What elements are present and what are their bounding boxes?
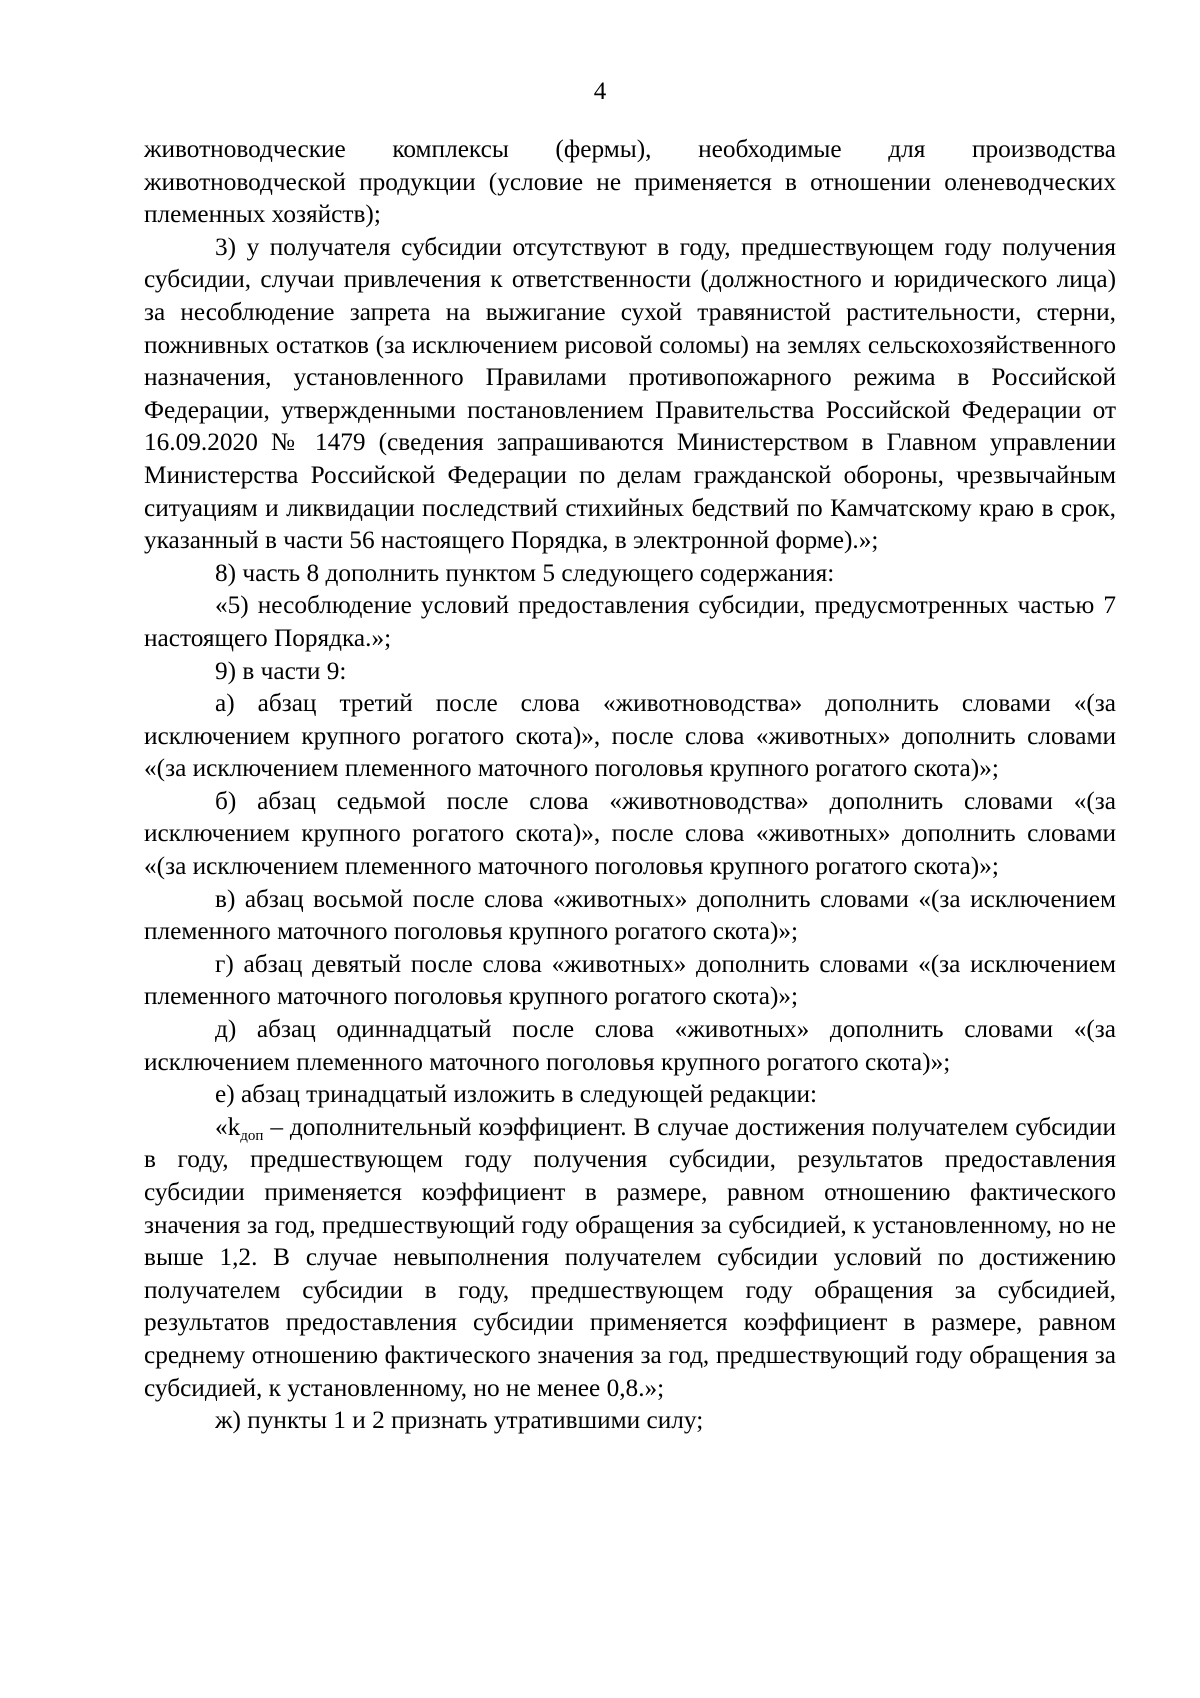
coefficient-definition: – дополнительный коэффициент. В случае достижения получателем субсидии в году, предшествующем году получения субсидии, результатов предоставления субсидии применяется коэффициент в размере, равном отношению фактического значения за год, предшествующий году обращения за субсидией, к установленному, но не выше 1,2. В случае невыполнения получателем субсидии условий по достижению получателем субсидии в году, предшествующем году обращения за субсидией, результатов предоставления субсидии применяется коэффициент в размере, равном среднему отношению фактического значения за год, предшествующий году обращения за субсидией, к установленному, но не менее 0,8.»; (144, 1112, 1116, 1402)
paragraph-item-8: 8) часть 8 дополнить пунктом 5 следующего содержания: (215, 558, 835, 587)
paragraph-item-9-g: г) абзац девятый после слова «животных» дополнить словами «(за исключением племенного маточного поголовья крупного рогатого скота)»; (144, 949, 1116, 1011)
paragraph-item-9-a: а) абзац третий после слова «животноводства» дополнить словами «(за исключением крупного рогатого скота)», после слова «животных» дополнить словами «(за исключением племенного маточного поголовья крупного рогатого скота)»; (144, 689, 1116, 783)
paragraph-continuation: животноводческие комплексы (фермы), необходимые для производства животноводческой продукции (условие не применяется в отношении оленеводческих племенных хозяйств); (144, 135, 1116, 229)
coefficient-subscript: доп (240, 1127, 264, 1144)
paragraph-item-8-5: «5) несоблюдение условий предоставления субсидии, предусмотренных частью 7 настоящего Порядка.»; (144, 591, 1116, 652)
paragraph-item-9-e: е) абзац тринадцатый изложить в следующей редакции: (215, 1080, 818, 1109)
paragraph-item-9-d: д) абзац одиннадцатый после слова «животных» дополнить словами «(за исключением племенного маточного поголовья крупного рогатого скота)»; (144, 1015, 1116, 1076)
paragraph-item-9: 9) в части 9: (215, 656, 347, 685)
paragraph-item-9-zh: ж) пункты 1 и 2 признать утратившими силу; (215, 1406, 704, 1435)
paragraph-item-9-b: б) абзац седьмой после слова «животноводства» дополнить словами «(за исключением крупного рогатого скота)», после слова «животных» дополнить словами «(за исключением племенного маточного поголовья крупного рогатого скота)»; (144, 786, 1116, 881)
page-number: 4 (593, 78, 607, 105)
coefficient-symbol: «k (215, 1112, 241, 1141)
paragraph-coefficient (144, 1111, 1116, 1404)
document-body (144, 133, 1116, 1437)
paragraph-item-9-v: в) абзац восьмой после слова «животных» дополнить словами «(за исключением племенного маточного поголовья крупного рогатого скота)»; (144, 884, 1116, 946)
paragraph-item-3: 3) у получателя субсидии отсутствуют в году, предшествующем году получения субсидии, случаи привлечения к ответственности (должностного и юридического лица) за несоблюдение запрета на выжигание сухой травянистой растительности, стерни, пожнивных остатков (за исключением рисовой соломы) на землях сельскохозяйственного назначения, установленного Правилами противопожарного режима в Российской Федерации, утвержденными постановлением Правительства Российской Федерации от 16.09.2020 № 1479 (сведения запрашиваются Министерством в Главном управлении Министерства Российской Федерации по делам гражданской обороны, чрезвычайным ситуациям и ликвидации последствий стихийных бедствий по Камчатскому краю в срок, указанный в части 56 настоящего Порядка, в электронной форме).»; (144, 232, 1116, 555)
